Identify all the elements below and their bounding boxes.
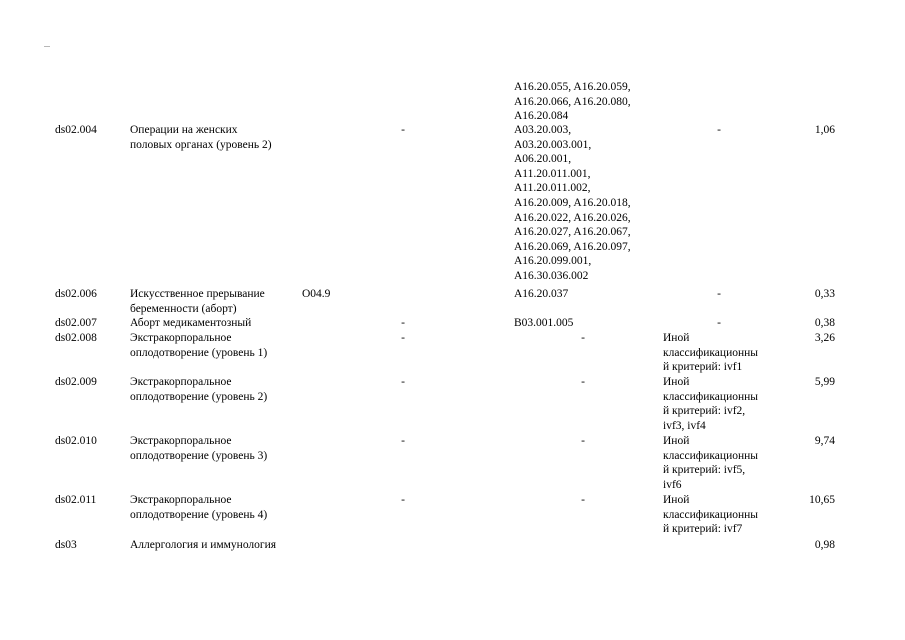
mkb-cell: - [401,494,405,506]
name-cell: Операции на женских половых органах (уровень 2) [130,124,272,151]
coef-cell: 10,65 [809,494,835,506]
header-mark: ... [44,40,50,49]
services-cell: A16.20.037 [514,288,569,300]
criteria-cell: Иной классификационны й критерий: ivf5, ivf6 [663,435,759,491]
services-cell: A16.20.055, A16.20.059, A16.20.066, A16.20.080, A16.20.084 [514,81,631,123]
code-cell: ds02.004 [55,124,97,136]
coef-cell: 0,38 [814,317,835,329]
mkb-cell: - [401,124,405,136]
code-cell: ds02.008 [55,332,97,344]
criteria-cell: - [717,317,721,329]
criteria-cell: - [717,288,721,300]
name-cell: Экстракорпоральное оплодотворение (уровень 2) [130,376,268,403]
mkb-cell: - [401,435,405,447]
code-cell: ds02.010 [55,435,97,447]
name-cell: Экстракорпоральное оплодотворение (уровень 1) [130,332,268,359]
name-cell: Экстракорпоральное оплодотворение (уровень 3) [130,435,268,462]
services-cell: - [581,332,585,344]
criteria-cell: - [717,124,721,136]
coef-cell: 5,99 [814,376,835,388]
mkb-cell: - [401,317,405,329]
code-cell: ds03 [55,539,77,551]
code-cell: ds02.011 [55,494,97,506]
coef-cell: 0,98 [814,539,835,551]
name-cell: Искусственное прерывание беременности (аборт) [130,288,265,315]
criteria-cell: Иной классификационны й критерий: ivf7 [663,494,759,536]
name-cell: Аборт медикаментозный [130,317,252,329]
services-cell: B03.001.005 [514,317,574,329]
mkb-cell: O04.9 [302,288,331,300]
code-cell: ds02.006 [55,288,97,300]
name-cell: Экстракорпоральное оплодотворение (уровень 4) [130,494,268,521]
services-cell: - [581,494,585,506]
mkb-cell: - [401,332,405,344]
services-cell: - [581,376,585,388]
mkb-cell: - [401,376,405,388]
criteria-cell: Иной классификационны й критерий: ivf2, ivf3, ivf4 [663,376,759,432]
coef-cell: 0,33 [814,288,835,300]
services-cell: - [581,435,585,447]
coef-cell: 1,06 [814,124,835,136]
services-cell: A03.20.003, A03.20.003.001, A06.20.001, A11.20.011.001, A11.20.011.002, A16.20.009, A16.20.018, A16.20.022, A16.20.026, A16.20.027, A16.20.067, A16.20.069, A16.20.097, A16.20.099.001, A16.30.036.002 [514,124,631,282]
coef-cell: 9,74 [814,435,835,447]
code-cell: ds02.007 [55,317,97,329]
code-cell: ds02.009 [55,376,97,388]
coef-cell: 3,26 [814,332,835,344]
criteria-cell: Иной классификационны й критерий: ivf1 [663,332,759,374]
name-cell: Аллергология и иммунология [130,539,277,551]
